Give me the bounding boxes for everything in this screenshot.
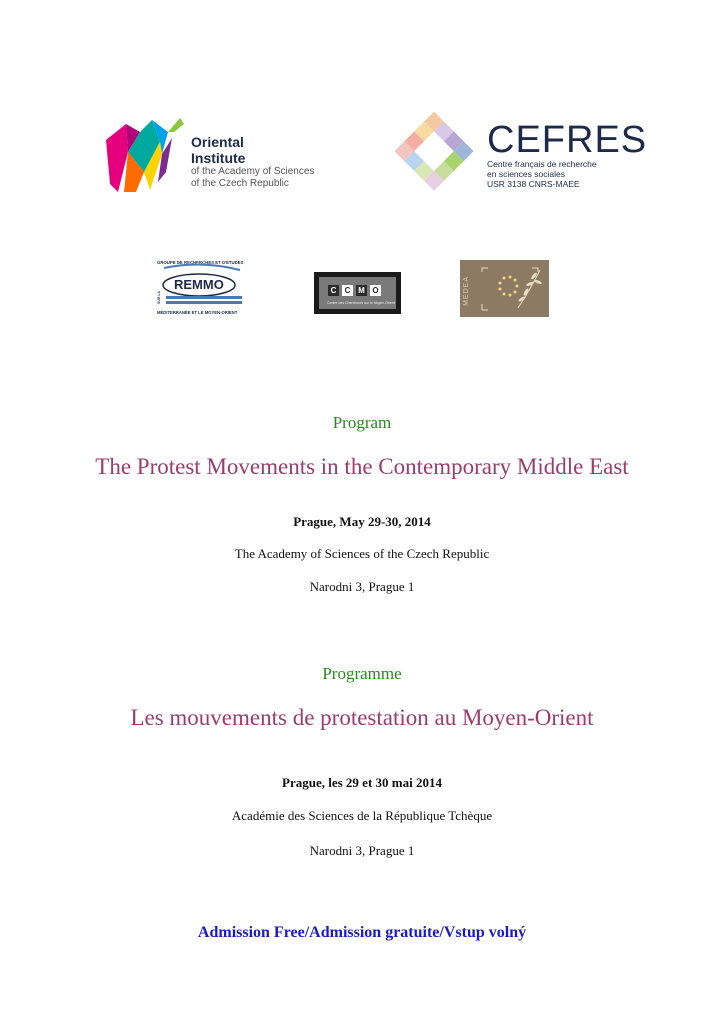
programme-date: Prague, les 29 et 30 mai 2014 — [282, 775, 442, 790]
ccmo-caption: Centre des Chercheurs sur le Moyen-Orient — [327, 301, 395, 305]
programme-address: Narodni 3, Prague 1 — [309, 843, 415, 858]
program-heading: Program — [332, 413, 392, 432]
ccmo-letter: C — [328, 285, 339, 296]
remmo-top-text: GROUPE DE RECHERCHES ET D'ÉTUDES — [157, 260, 244, 265]
oi-line-1: Oriental — [191, 134, 244, 150]
ccmo-logo — [314, 272, 401, 314]
cefres-name: CEFRES — [487, 119, 648, 161]
cefres-wordmark — [487, 121, 647, 189]
medea-label: MEDEA — [463, 276, 470, 306]
program-address: Narodni 3, Prague 1 — [309, 579, 415, 594]
admission-notice: Admission Free/Admission gratuite/Vstup volný — [197, 924, 527, 941]
programme-title: Les mouvements de protestation au Moyen-Orient — [130, 705, 594, 730]
ccmo-letter: M — [356, 285, 367, 296]
oi-line-4: of the Czech Republic — [191, 178, 289, 189]
ccmo-letter: C — [342, 285, 353, 296]
cefres-logo-mark — [392, 112, 476, 196]
remmo-bottom-text: MÉDITERRANÉE ET LE MOYEN-ORIENT — [157, 310, 238, 315]
remmo-side-text: SUR LA — [157, 290, 161, 304]
olive-branch-icon — [474, 264, 546, 314]
cefres-sub-1: Centre français de recherche — [487, 159, 597, 169]
oriental-institute-wordmark — [191, 134, 314, 190]
remmo-logo — [154, 258, 248, 316]
programme-heading: Programme — [322, 664, 402, 683]
remmo-name: REMMO — [174, 277, 224, 292]
program-venue: The Academy of Sciences of the Czech Republic — [234, 546, 490, 561]
cefres-sub-3: USR 3138 CNRS-MAEE — [487, 179, 580, 189]
oi-line-3: of the Academy of Sciences — [191, 166, 315, 177]
program-title: The Protest Movements in the Contemporary Middle East — [95, 454, 629, 479]
oi-line-2: Institute — [191, 150, 246, 166]
ccmo-letter: O — [370, 285, 381, 296]
cefres-sub-2: en sciences sociales — [487, 169, 565, 179]
program-date: Prague, May 29-30, 2014 — [293, 514, 431, 529]
programme-venue: Académie des Sciences de la République Tchèque — [231, 808, 493, 823]
medea-logo — [460, 260, 549, 317]
